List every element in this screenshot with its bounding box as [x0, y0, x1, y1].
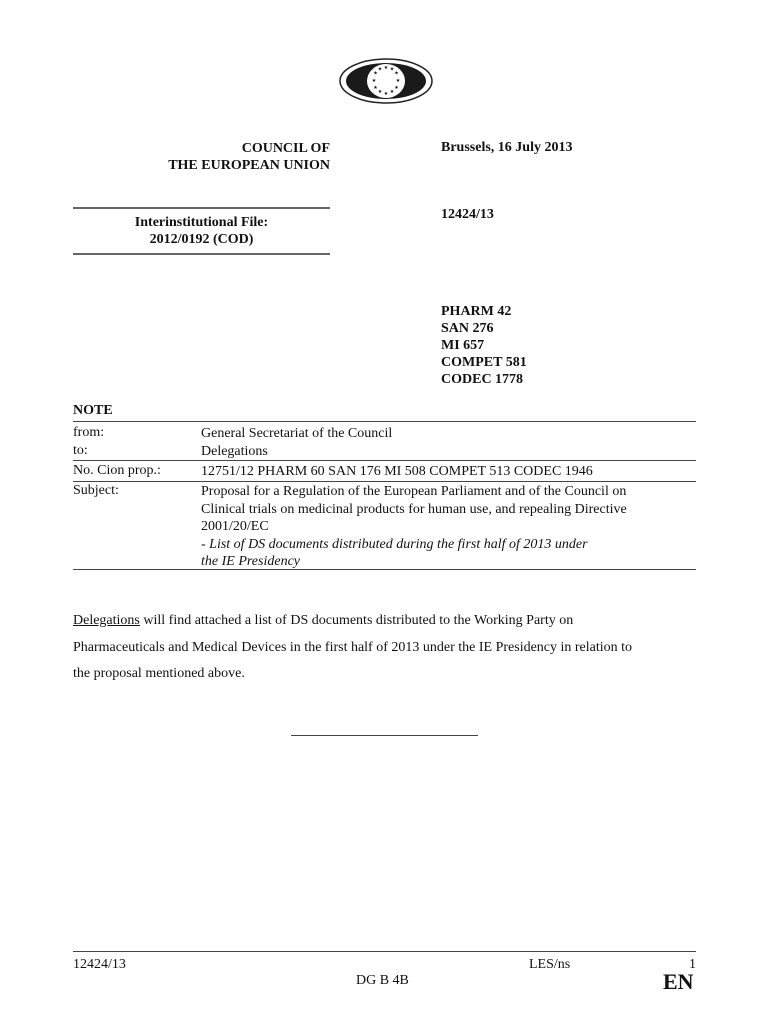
code-line: MI 657 — [441, 338, 485, 353]
place-date: Brussels, 16 July 2013 — [441, 140, 573, 155]
svg-text:★: ★ — [377, 89, 383, 95]
svg-text:★: ★ — [373, 70, 378, 77]
note-rule — [73, 569, 696, 570]
svg-text:★: ★ — [389, 89, 395, 95]
svg-text:★: ★ — [395, 78, 401, 84]
body-line — [73, 608, 703, 635]
subject-line: 2001/20/EC — [201, 519, 269, 534]
svg-text:★: ★ — [373, 85, 378, 91]
file-box-bottom-rule — [73, 253, 330, 255]
subject-italic-line: - List of DS documents distributed during the first half of 2013 under — [201, 536, 588, 552]
eu-council-logo — [338, 57, 434, 105]
council-name — [130, 140, 330, 174]
subject-line: Clinical trials on medicinal products for human use, and repealing Directive — [201, 501, 627, 517]
file-box-top-rule — [73, 207, 330, 209]
interinstitutional-file — [73, 214, 330, 248]
footer-doc-number: 12424/13 — [73, 957, 126, 972]
code-line: CODEC 1778 — [441, 372, 524, 387]
end-separator — [291, 735, 478, 736]
language-code: EN — [663, 969, 694, 994]
document-number: 12424/13 — [441, 207, 494, 222]
to-label: to: — [73, 443, 88, 458]
svg-text:★: ★ — [383, 65, 389, 71]
footer-dg: DG B 4B — [356, 973, 409, 988]
svg-text:★: ★ — [394, 70, 399, 77]
code-line: COMPET 581 — [441, 355, 527, 370]
code-line: SAN 276 — [441, 321, 494, 336]
note-title: NOTE — [73, 403, 113, 418]
body-paragraph — [73, 608, 703, 688]
delegations-term: Delegations — [73, 613, 140, 628]
svg-text:★: ★ — [371, 78, 377, 84]
footer-page-number: 1 — [689, 957, 696, 972]
file-number: 2012/0192 (COD) — [149, 232, 254, 247]
subject-italic-line: the IE Presidency — [201, 554, 300, 569]
classification-codes — [441, 303, 527, 388]
note-rule — [73, 421, 696, 422]
cion-value: 12751/12 PHARM 60 SAN 176 MI 508 COMPET 513 CODEC 1946 — [201, 464, 593, 479]
subject-line: Proposal for a Regulation of the European Parliament and of the Council on — [201, 484, 627, 499]
note-rule — [73, 460, 696, 461]
to-value: Delegations — [201, 444, 268, 459]
council-line-1: COUNCIL OF — [241, 141, 330, 156]
body-line: Pharmaceuticals and Medical Devices in the first half of 2013 under the IE Presidency in relation to — [73, 639, 633, 655]
svg-text:★: ★ — [383, 91, 389, 97]
footer-rule — [73, 951, 696, 952]
council-line-2: THE EUROPEAN UNION — [168, 158, 330, 173]
subject-label: Subject: — [73, 483, 119, 498]
footer-initials: LES/ns — [529, 957, 571, 972]
note-rule — [73, 481, 696, 482]
svg-text:★: ★ — [377, 66, 383, 73]
file-label: Interinstitutional File: — [134, 215, 269, 230]
svg-text:★: ★ — [394, 85, 399, 91]
body-line: the proposal mentioned above. — [73, 666, 245, 681]
code-line: PHARM 42 — [441, 304, 512, 319]
cion-label: No. Cion prop.: — [73, 463, 161, 478]
subject-value — [201, 483, 696, 571]
svg-text:★: ★ — [389, 66, 395, 73]
from-label: from: — [73, 425, 105, 440]
from-value: General Secretariat of the Council — [201, 426, 393, 441]
body-text: will find attached a list of DS documents distributed to the Working Party on — [139, 613, 574, 628]
